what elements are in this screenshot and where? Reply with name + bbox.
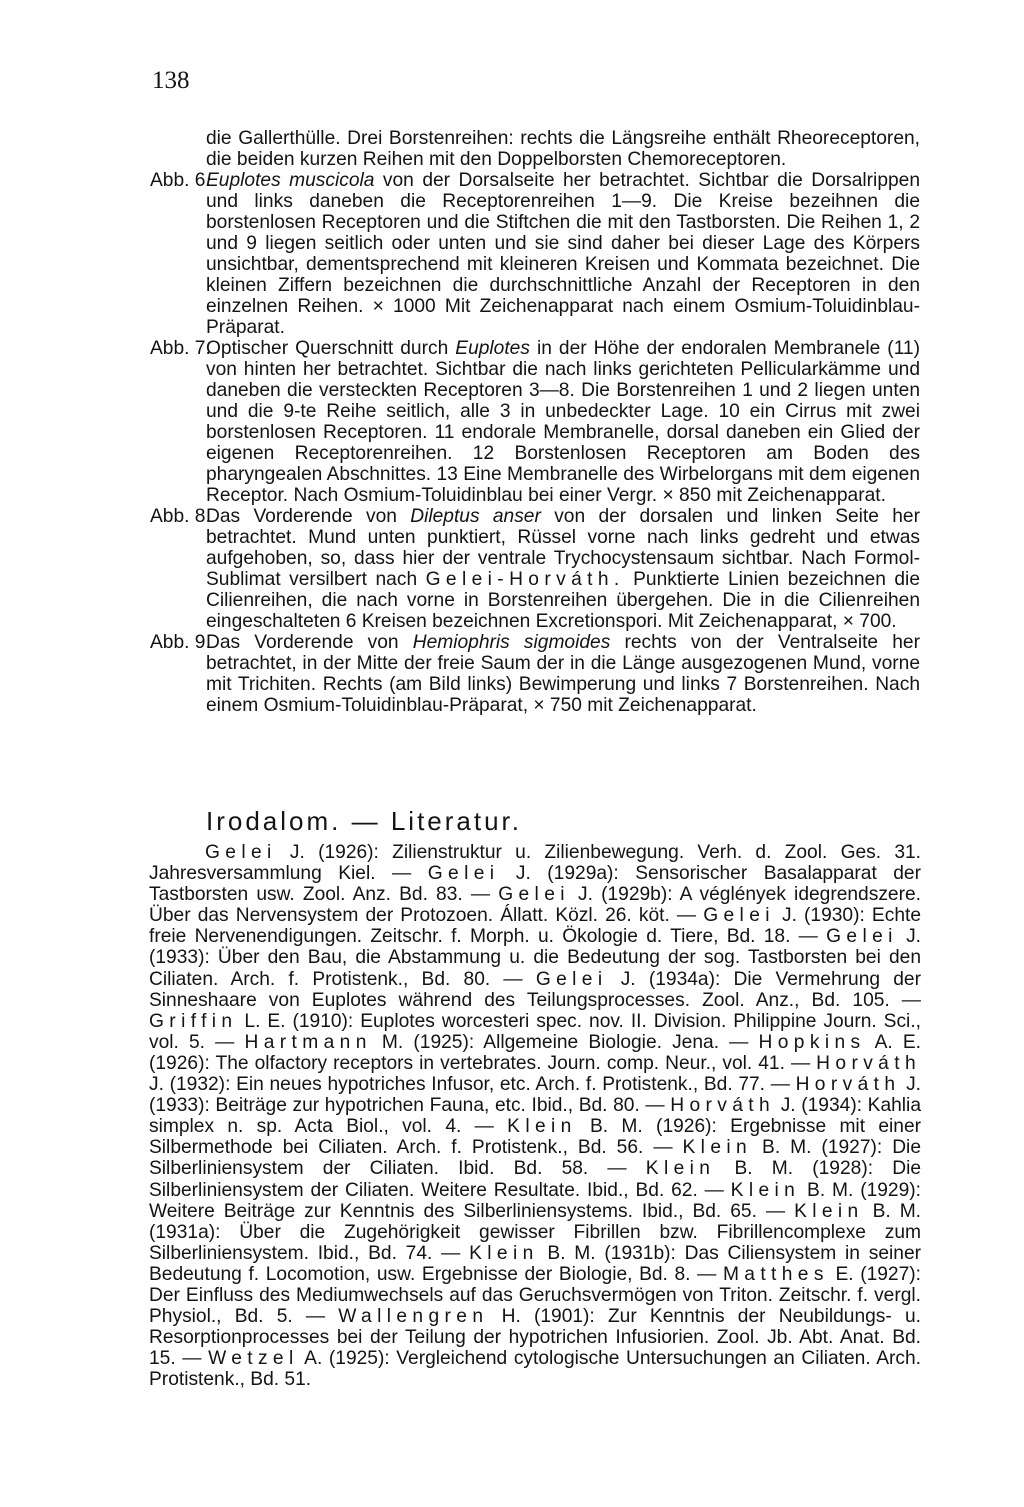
reference-text: J. (1926): Zilienstruktur u. Zilienbewegung. Verh. d. Zool. Ges. 31. Jahresversammlung Kiel. —	[149, 842, 921, 885]
reference-author: Horváth	[670, 1095, 776, 1117]
species-name: Euplotes muscicola	[206, 170, 375, 191]
reference-author: Klein	[794, 1200, 864, 1222]
caption-abb-8	[150, 506, 920, 632]
literature-heading: Irodalom. — Literatur.	[206, 806, 522, 836]
reference-author: Gelei	[826, 926, 898, 948]
reference-text: H. (1901): Zur Kenntnis der Neubildungs- u. Resorptionprocesses bei der Teilung der hypotrichen Infusiorien. Zool. Jb. Abt. Anat. Bd. 15. —	[149, 1306, 921, 1370]
reference-text: B. M. (1926): Ergebnisse mit einer Silbermethode bei Ciliaten. Arch. f. Protistenk., Bd. 56. —	[149, 1116, 922, 1159]
caption-text: Das Vorderende von Hemiophris sigmoides rechts von der Ventralseite her betrachtet, in der Mitte der freie Saum der in die Länge ausgezogenen Mund, vorne mit Trichiten. Rechts (am Bild links) Bewimperung und links 7 Borstenreihen. Nach einem Osmium-Toluidinblau-Präparat, × 750 mit Zeichenapparat.	[206, 632, 920, 716]
caption-label: Abb. 8.	[150, 506, 211, 527]
caption-abb-6	[150, 170, 920, 338]
figure-captions	[150, 128, 920, 716]
page-number: 138	[152, 67, 190, 94]
reference-text: J. (1930): Echte freie Nervenendigungen. Zeitschr. f. Morph. u. Ökologie d. Tiere, Bd. 18. —	[149, 905, 922, 948]
literature-list	[149, 842, 921, 1390]
species-name: Euplotes	[455, 338, 530, 359]
reference-author: Wetzel	[208, 1348, 299, 1370]
reference-text: B. M. (1931b): Das Ciliensystem in seiner Bedeutung f. Locomotion, usw. Ergebnisse der Biologie, Bd. 8. —	[149, 1242, 922, 1285]
literature-paragraph	[149, 842, 921, 1390]
caption-text: Das Vorderende von Dileptus anser von der dorsalen und linken Seite her betrachtet. Mund unten punktiert, Rüssel vorne nach links gedreht und etwas aufgehoben, so, dass hier der ventrale Trychocystensaum sichtbar. Nach Formol-Sublimat versilbert nach Gelei-Horváth. Punktierte Linien bezeichnen die Cilienreihen, die nach vorne in Borstenreihen übergehen. Die in die Cilienreihen eingeschalteten 6 Kreisen bezeichnen Excretionspori. Mit Zeichenapparat, × 700.	[206, 506, 920, 632]
reference-author: Gelei	[205, 842, 277, 863]
reference-text: B. M. (1927): Die Silberliniensystem der Ciliaten. Ibid. Bd. 58. —	[149, 1137, 921, 1180]
author-name: Gelei-Horváth.	[425, 569, 625, 590]
reference-author: Klein	[469, 1242, 539, 1264]
caption-continuation: die Gallerthülle. Drei Borstenreihen: rechts die Längsreihe enthält Rheoreceptoren, die beiden kurzen Reihen mit den Doppelborsten Chemoreceptoren.	[206, 128, 920, 170]
reference-text: M. (1925): Allgemeine Biologie. Jena. —	[371, 1031, 759, 1053]
reference-author: Klein	[507, 1116, 577, 1138]
reference-author: Horváth	[816, 1052, 921, 1074]
reference-text: J. (1929a): Sensorischer Basalapparat der Tastborsten usw. Zool. Anz. Bd. 83. —	[149, 863, 921, 906]
reference-text: B. M. (1931a): Über die Zugehörigkeit gewisser Fibrillen bzw. Fibrillencomplexe zum Silberliniensystem. Ibid., Bd. 74. —	[149, 1200, 922, 1264]
caption-abb-9	[150, 632, 920, 716]
reference-author: Gelei	[427, 863, 500, 885]
caption-label: Abb. 9.	[150, 632, 211, 653]
reference-author: Hopkins	[758, 1031, 866, 1053]
reference-author: Klein	[645, 1158, 716, 1180]
reference-text: B. M. (1929): Weitere Beiträge zur Kenntnis des Silberliniensystems. Ibid., Bd. 65. —	[149, 1179, 921, 1222]
reference-text: J. (1933): Beiträge zur hypotrichen Fauna, etc. Ibid., Bd. 80. —	[149, 1074, 921, 1117]
reference-author: Matthes	[722, 1263, 829, 1285]
caption-text: Optischer Querschnitt durch Euplotes in der Höhe der endoralen Membranele (11) von hinten her betrachtet. Sichtbar die nach links gerichteten Pellicularkämme und daneben die versteckten Receptoren 3—8. Die Borstenreihen 1 und 2 liegen unten und die 9-te Reihe seitlich, alle 3 in unbedeckter Lage. 10 ein Cirrus mit zwei borstenlosen Receptoren. 11 endorale Membranelle, dorsal daneben ein Glied der eigenen Receptorenreihen. 12 Borstenlosen Receptoren am Boden des pharyngealen Abschnittes. 13 Eine Membranelle des Wirbelorgans mit dem eigenen Receptor. Nach Osmium-Toluidinblau bei einer Vergr. × 850 mit Zeichenapparat.	[206, 338, 920, 506]
reference-text: J. (1934a): Die Vermehrung der Sinneshaare von Euplotes während des Teilungsprocesses. Zool. Anz., Bd. 105. —	[149, 968, 921, 1011]
reference-text: L. E. (1910): Euplotes worcesteri spec. nov. II. Division. Philippine Journ. Sci., vol. 5. —	[149, 1010, 921, 1053]
caption-text: Euplotes muscicola von der Dorsalseite her betrachtet. Sichtbar die Dorsalrippen und links daneben die Receptorenreihen 1—9. Die Kreise bezeihnen die borstenlosen Receptoren und die Stiftchen die mit den Tastborsten. Die Reihen 1, 2 und 9 liegen seitlich oder unten und sie sind daher bei dieser Lage des Körpers unsichtbar, dementsprechend mit kleineren Kreisen und Kommata bezeichnet. Die kleinen Ziffern bezeichnen die durchschnittliche Anzahl der Receptoren in den einzelnen Reihen. × 1000 Mit Zeichenapparat nach einem Osmium-Toluidinblau-Präparat.	[206, 170, 920, 338]
reference-text: J. (1929b): A véglények idegrendszere. Über das Nervensystem der Protozoen. Állatt. Közl. 26. köt. —	[149, 884, 921, 927]
caption-label: Abb. 6.	[150, 170, 211, 191]
reference-text: B. M. (1928): Die Silberliniensystem der Ciliaten. Weitere Resultate. Ibid., Bd. 62. —	[149, 1158, 921, 1201]
reference-text: E. (1927): Der Einfluss des Mediumwechsels auf das Geruchsvermögen von Triton. Zeitschr. f. vergl. Physiol., Bd. 5. —	[149, 1263, 921, 1328]
reference-author: Gelei	[535, 968, 608, 990]
reference-text: J. (1934): Kahlia simplex n. sp. Acta Biol., vol. 4. —	[149, 1095, 921, 1138]
species-name: Dileptus anser	[410, 506, 541, 527]
caption-label: Abb. 7.	[150, 338, 211, 359]
caption-abb-7	[150, 338, 920, 506]
reference-author: Klein	[730, 1179, 801, 1201]
reference-text: A. E. (1926): The olfactory receptors in vertebrates. Journ. comp. Neur., vol. 41. —	[149, 1031, 921, 1074]
species-name: Hemiophris sigmoides	[412, 632, 611, 653]
reference-author: Gelei	[703, 905, 775, 927]
reference-text: A. (1925): Vergleichend cytologische Untersuchungen an Ciliaten. Arch. Protistenk., Bd. 51.	[149, 1348, 921, 1391]
reference-author: Griffin	[149, 1010, 238, 1032]
reference-author: Hartmann	[244, 1031, 372, 1053]
reference-text: J. (1933): Über den Bau, die Abstammung u. die Bedeutung der sog. Tastborsten bei den Ciliaten. Arch. f. Protistenk., Bd. 80. —	[149, 926, 921, 990]
reference-author: Horváth	[795, 1074, 901, 1096]
reference-author: Wallengren	[338, 1306, 489, 1328]
reference-author: Klein	[682, 1137, 753, 1159]
reference-text: J. (1932): Ein neues hypotriches Infusor, etc. Arch. f. Protistenk., Bd. 77. —	[149, 1074, 796, 1096]
reference-author: Gelei	[498, 884, 570, 906]
